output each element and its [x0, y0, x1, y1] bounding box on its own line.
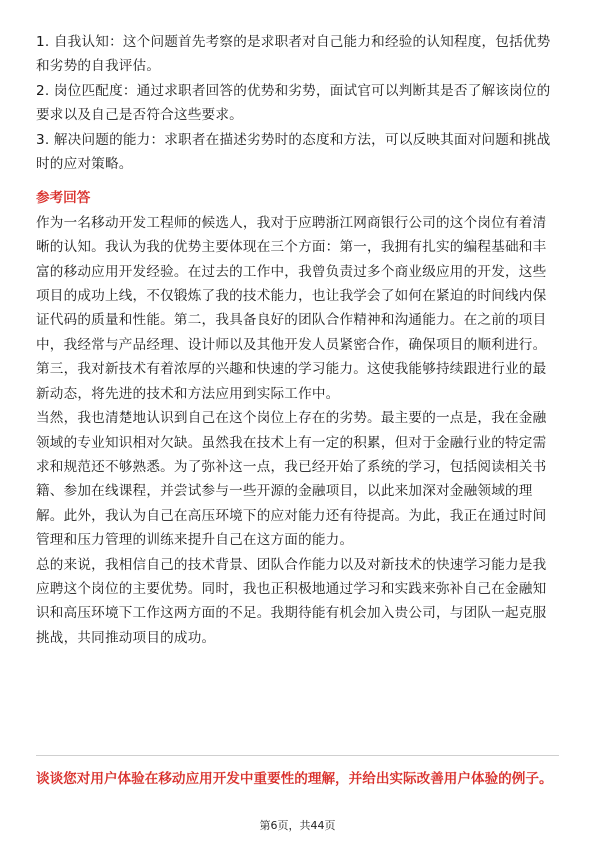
main-content	[36, 30, 559, 650]
answer-paragraph-1: 作为一名移动开发工程师的候选人，我对于应聘浙江网商银行公司的这个岗位有着清晰的认知。我认为我的优势主要体现在三个方面：第一，我拥有扎实的编程基础和丰富的移动应用开发经验。在过去的工作中，我曾负责过多个商业级应用的开发，这些项目的成功上线，不仅锻炼了我的技术能力，也让我学会了如何在紧迫的时间线内保证代码的质量和性能。第二，我具备良好的团队合作精神和沟通能力。在之前的项目中，我经常与产品经理、设计师以及其他开发人员紧密合作，确保项目的顺利进行。第三，我对新技术有着浓厚的兴趣和快速的学习能力。这使我能够持续跟进行业的最新动态，将先进的技术和方法应用到实际工作中。	[36, 214, 547, 402]
criteria-item-3: 3. 解决问题的能力：求职者在描述劣势时的态度和方法，可以反映其面对问题和挑战时的应对策略。	[36, 131, 551, 173]
answer-paragraph-3: 总的来说，我相信自己的技术背景、团队合作能力以及对新技术的快速学习能力是我应聘这个岗位的主要优势。同时，我也正积极地通过学习和实践来弥补自己在金融知识和高压环境下工作这两方面的不足。我期待能有机会加入贵公司，与团队一起克服挑战，共同推动项目的成功。	[36, 556, 547, 646]
next-question: 谈谈您对用户体验在移动应用开发中重要性的理解，并给出实际改善用户体验的例子。	[36, 771, 553, 787]
criteria-item-2: 2. 岗位匹配度：通过求职者回答的优势和劣势，面试官可以判断其是否了解该岗位的要求以及自己是否符合这些要求。	[36, 82, 551, 124]
page-footer: 第6页，共44页	[259, 819, 336, 832]
section-divider	[36, 755, 559, 756]
answer-heading: 参考回答	[36, 190, 91, 207]
criteria-item-1: 1. 自我认知：这个问题首先考察的是求职者对自己能力和经验的认知程度，包括优势和劣势的自我评估。	[36, 34, 551, 75]
next-question-block	[36, 770, 559, 789]
answer-paragraph-2: 当然，我也清楚地认识到自己在这个岗位上存在的劣势。最主要的一点是，我在金融领域的专业知识相对欠缺。虽然我在技术上有一定的积累，但对于金融行业的特定需求和规范还不够熟悉。为了弥补这一点，我已经开始了系统的学习，包括阅读相关书籍、参加在线课程，并尝试参与一些开源的金融项目，以此来加深对金融领域的理解。此外，我认为自己在高压环境下的应对能力还有待提高。为此，我正在通过时间管理和压力管理的训练来提升自己在这方面的能力。	[36, 410, 547, 549]
